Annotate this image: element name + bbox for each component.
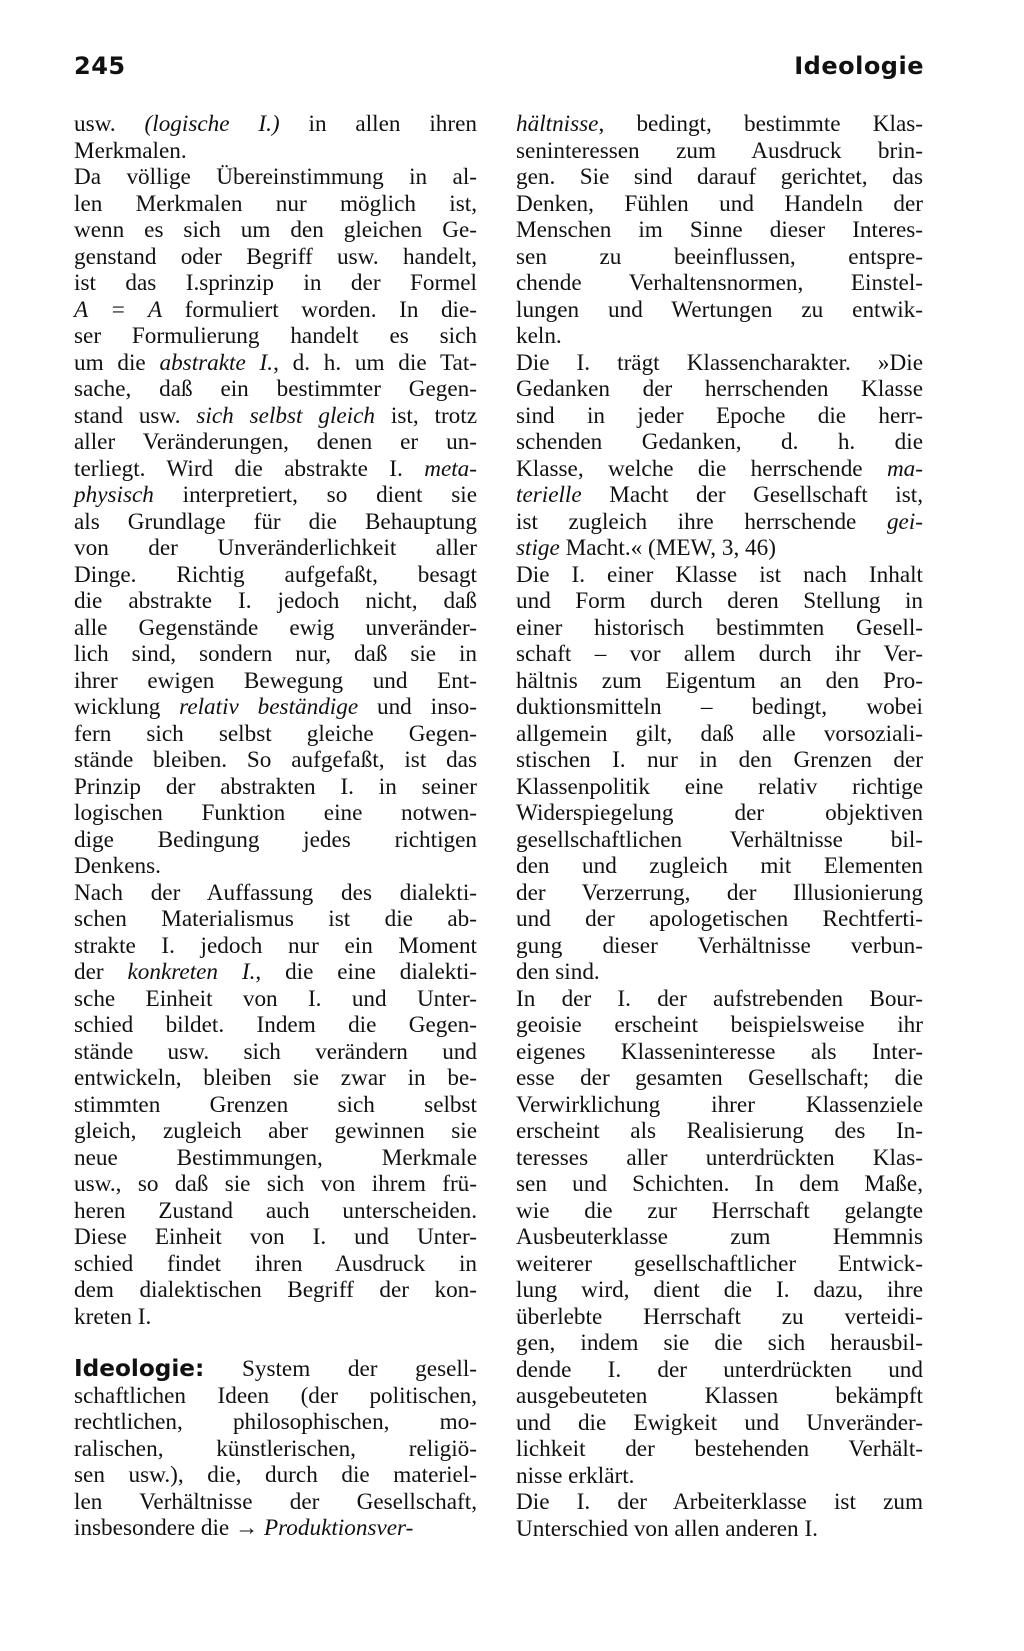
italic-term: relativ beständige bbox=[179, 694, 359, 720]
text-line bbox=[516, 959, 923, 986]
text-line bbox=[516, 350, 923, 377]
text-line bbox=[74, 1356, 477, 1383]
text-run: die abstrakte I. jedoch nicht, daß bbox=[74, 588, 477, 614]
text-line bbox=[74, 1198, 477, 1225]
text-run: formuliert worden. In die- bbox=[162, 296, 477, 323]
text-line bbox=[516, 1383, 923, 1410]
text-run: stimmten Grenzen sich selbst bbox=[74, 1091, 477, 1118]
text-run: rechtlichen, philosophischen, mo- bbox=[74, 1409, 477, 1435]
text-line bbox=[74, 694, 477, 721]
text-run: weiterer gesellschaftlicher Entwick- bbox=[516, 1250, 923, 1277]
text-line bbox=[74, 297, 477, 324]
text-line bbox=[74, 429, 477, 456]
text-run: Klasse, welche die herrschende bbox=[516, 455, 887, 482]
text-run: sache, daß ein bestimmter Gegen- bbox=[74, 376, 477, 402]
text-run: und inso- bbox=[358, 694, 477, 720]
text-line bbox=[516, 1277, 923, 1304]
text-line bbox=[74, 1039, 477, 1066]
text-run: und die Ewigkeit und Unveränder- bbox=[516, 1409, 923, 1436]
text-run: sen usw.), die, durch die materiel- bbox=[74, 1462, 477, 1488]
text-run: überlebte Herrschaft zu verteidi- bbox=[516, 1303, 923, 1330]
italic-term: konkreten I. bbox=[127, 959, 256, 985]
text-run: neue Bestimmungen, Merkmale bbox=[74, 1144, 477, 1171]
text-line bbox=[74, 535, 477, 562]
text-run: Dinge. Richtig aufgefaßt, besagt bbox=[74, 561, 477, 588]
text-line bbox=[516, 1171, 923, 1198]
text-line bbox=[74, 959, 477, 986]
text-run: gesellschaftlichen Verhältnisse bil- bbox=[516, 826, 923, 853]
text-line bbox=[516, 1012, 923, 1039]
text-line bbox=[516, 1516, 923, 1543]
text-line bbox=[74, 880, 477, 907]
text-line bbox=[516, 1463, 923, 1490]
text-run: usw., so daß sie sich von ihrem frü- bbox=[74, 1171, 477, 1197]
text-run: keln. bbox=[516, 323, 562, 349]
text-run: seninteressen zum Ausdruck brin- bbox=[516, 137, 923, 164]
text-line bbox=[74, 1251, 477, 1278]
text-run: Macht der Gesellschaft ist, bbox=[581, 482, 923, 508]
text-line bbox=[74, 1489, 477, 1516]
text-run: ist zugleich ihre herrschende bbox=[516, 508, 887, 535]
text-line bbox=[516, 641, 923, 668]
text-line bbox=[516, 1039, 923, 1066]
text-run: gung dieser Verhältnisse verbun- bbox=[516, 932, 923, 959]
text-run: lungen und Wertungen zu entwik- bbox=[516, 296, 923, 323]
text-line bbox=[74, 1012, 477, 1039]
text-line bbox=[74, 509, 477, 536]
text-run: Ausbeuterklasse zum Hemmnis bbox=[516, 1224, 923, 1250]
text-run: System der gesell- bbox=[204, 1356, 477, 1382]
text-run: stände usw. sich verändern und bbox=[74, 1038, 477, 1065]
text-run: ausgebeuteten Klassen bekämpft bbox=[516, 1383, 923, 1409]
italic-term: ma- bbox=[886, 455, 923, 482]
text-run: wenn es sich um den gleichen Ge- bbox=[74, 217, 477, 243]
text-run: wicklung bbox=[74, 694, 180, 720]
text-run: den sind. bbox=[516, 959, 600, 985]
text-run: kreten I. bbox=[74, 1303, 152, 1330]
text-line bbox=[516, 429, 923, 456]
text-line bbox=[74, 1383, 477, 1410]
text-run: entwickeln, bleiben sie zwar in be- bbox=[74, 1065, 477, 1091]
text-run: ser Formulierung handelt es sich bbox=[74, 323, 477, 349]
text-run: Gedanken der herrschenden Klasse bbox=[516, 376, 923, 402]
text-line bbox=[74, 562, 477, 589]
text-line bbox=[516, 562, 923, 589]
text-line bbox=[516, 906, 923, 933]
text-line bbox=[516, 588, 923, 615]
text-line bbox=[516, 880, 923, 907]
text-line bbox=[74, 641, 477, 668]
text-run: ihrer ewigen Bewegung und Ent- bbox=[74, 667, 477, 694]
text-run: genstand oder Begriff usw. handelt, bbox=[74, 243, 477, 270]
text-run: in allen ihren bbox=[279, 111, 477, 137]
text-line bbox=[516, 191, 923, 218]
right-text-column bbox=[516, 111, 923, 1542]
entry-headword: Ideologie: bbox=[74, 1355, 205, 1382]
italic-term: terielle bbox=[516, 482, 582, 508]
text-line bbox=[516, 1357, 923, 1384]
text-line bbox=[74, 1277, 477, 1304]
text-run: sind in jeder Epoche die herr- bbox=[516, 402, 923, 429]
text-line bbox=[74, 350, 477, 377]
text-run: , bedingt, bestimmte Klas- bbox=[598, 111, 923, 137]
text-line bbox=[74, 800, 477, 827]
text-run: len Merkmalen nur möglich ist, bbox=[74, 190, 477, 217]
text-run: Die I. der Arbeiterklasse ist zum bbox=[516, 1489, 923, 1515]
text-line bbox=[516, 217, 923, 244]
text-run: sen und Schichten. In dem Maße, bbox=[516, 1171, 923, 1197]
text-line bbox=[516, 323, 923, 350]
text-line bbox=[516, 456, 923, 483]
text-run: sen zu beeinflussen, entspre- bbox=[516, 243, 923, 270]
text-run: dem dialektischen Begriff der kon- bbox=[74, 1277, 477, 1303]
text-line bbox=[516, 1065, 923, 1092]
text-run: fern sich selbst gleiche Gegen- bbox=[74, 720, 477, 747]
text-line bbox=[516, 1145, 923, 1172]
italic-term: hältnisse bbox=[516, 111, 599, 137]
text-run: schied bildet. Indem die Gegen- bbox=[74, 1012, 477, 1038]
text-line bbox=[516, 933, 923, 960]
text-line bbox=[516, 535, 923, 562]
italic-term: (logische I.) bbox=[144, 111, 280, 137]
text-run: logischen Funktion eine notwen- bbox=[74, 800, 477, 826]
text-line bbox=[74, 1118, 477, 1145]
text-line bbox=[74, 456, 477, 483]
text-line bbox=[74, 244, 477, 271]
text-line bbox=[516, 376, 923, 403]
text-run: und Form durch deren Stellung in bbox=[516, 588, 923, 614]
text-line bbox=[516, 1304, 923, 1331]
text-line bbox=[516, 1436, 923, 1463]
text-line bbox=[74, 1145, 477, 1172]
text-run: duktionsmitteln – bedingt, wobei bbox=[516, 694, 923, 720]
text-run: strakte I. jedoch nur ein Moment bbox=[74, 932, 477, 959]
text-line bbox=[74, 906, 477, 933]
text-line bbox=[516, 1224, 923, 1251]
text-run: schaftlichen Ideen (der politischen, bbox=[74, 1382, 477, 1409]
text-line bbox=[74, 668, 477, 695]
text-run: Denkens. bbox=[74, 853, 161, 879]
text-line bbox=[74, 933, 477, 960]
text-line bbox=[74, 747, 477, 774]
text-line bbox=[516, 1092, 923, 1119]
text-line bbox=[74, 138, 477, 165]
text-line bbox=[74, 774, 477, 801]
text-run: esse der gesamten Gesellschaft; die bbox=[516, 1065, 923, 1091]
text-run: um die bbox=[74, 349, 160, 376]
text-run: Da völlige Übereinstimmung in al- bbox=[74, 164, 477, 190]
text-run: In der I. der aufstrebenden Bour- bbox=[516, 985, 923, 1012]
text-run: Diese Einheit von I. und Unter- bbox=[74, 1224, 477, 1250]
text-line bbox=[516, 1251, 923, 1278]
left-text-column bbox=[74, 111, 477, 1542]
italic-term: meta- bbox=[424, 455, 477, 482]
text-run: Widerspiegelung der objektiven bbox=[516, 800, 923, 826]
text-run: schenden Gedanken, d. h. die bbox=[516, 429, 923, 455]
text-line bbox=[74, 1065, 477, 1092]
text-line bbox=[516, 774, 923, 801]
text-line bbox=[516, 1330, 923, 1357]
text-line bbox=[516, 615, 923, 642]
text-run: stischen I. nur in den Grenzen der bbox=[516, 747, 923, 773]
text-run: heren Zustand auch unterscheiden. bbox=[74, 1197, 477, 1224]
text-line bbox=[74, 1462, 477, 1489]
text-line bbox=[516, 403, 923, 430]
italic-term: stige bbox=[516, 535, 560, 561]
page-number: 245 bbox=[74, 52, 126, 80]
text-line bbox=[74, 376, 477, 403]
italic-term: Produktionsver- bbox=[263, 1515, 414, 1541]
text-run: Die I. trägt Klassencharakter. »Die bbox=[516, 349, 923, 376]
text-line bbox=[516, 827, 923, 854]
paragraph-gap bbox=[74, 1330, 477, 1356]
text-run: usw. bbox=[74, 111, 145, 137]
text-run: Macht.« (MEW, 3, 46) bbox=[559, 535, 776, 561]
text-line bbox=[516, 986, 923, 1013]
text-run: der bbox=[74, 959, 128, 985]
text-line bbox=[74, 1304, 477, 1331]
text-run: als Grundlage für die Behauptung bbox=[74, 508, 477, 535]
text-line bbox=[516, 1410, 923, 1437]
text-line bbox=[74, 323, 477, 350]
text-run: lichkeit der bestehenden Verhält- bbox=[516, 1436, 923, 1462]
text-line bbox=[516, 721, 923, 748]
text-line bbox=[74, 270, 477, 297]
text-run: hältnis zum Eigentum an den Pro- bbox=[516, 667, 923, 694]
text-run: nisse erklärt. bbox=[516, 1462, 635, 1489]
text-run: stand usw. bbox=[74, 402, 197, 429]
text-line bbox=[74, 853, 477, 880]
text-run: interpretiert, so dient sie bbox=[153, 482, 477, 508]
text-line bbox=[74, 1515, 477, 1542]
text-line bbox=[516, 747, 923, 774]
text-run: Denken, Fühlen und Handeln der bbox=[516, 190, 923, 217]
text-line bbox=[74, 588, 477, 615]
text-line bbox=[516, 668, 923, 695]
text-line bbox=[74, 986, 477, 1013]
text-line bbox=[74, 217, 477, 244]
text-line bbox=[516, 800, 923, 827]
text-run: erscheint als Realisierung des In- bbox=[516, 1118, 923, 1144]
text-line bbox=[74, 1171, 477, 1198]
text-run: ist, trotz bbox=[375, 402, 477, 429]
italic-term: A = A bbox=[74, 296, 163, 323]
text-run: Nach der Auffassung des dialekti- bbox=[74, 879, 477, 906]
italic-term: physisch bbox=[74, 482, 154, 508]
text-run: alle Gegenstände ewig unveränder- bbox=[74, 614, 477, 641]
text-run: eigenes Klasseninteresse als Inter- bbox=[516, 1038, 923, 1065]
text-line bbox=[516, 164, 923, 191]
text-run: sche Einheit von I. und Unter- bbox=[74, 985, 477, 1012]
text-line bbox=[516, 1489, 923, 1516]
text-run: schen Materialismus ist die ab- bbox=[74, 906, 477, 932]
text-line bbox=[74, 1224, 477, 1251]
text-run: Merkmalen. bbox=[74, 137, 187, 164]
text-run: der Verzerrung, der Illusionierung bbox=[516, 879, 923, 906]
text-run: terliegt. Wird die abstrakte I. bbox=[74, 455, 425, 482]
text-run: len Verhältnisse der Gesellschaft, bbox=[74, 1488, 477, 1515]
text-line bbox=[516, 694, 923, 721]
text-line bbox=[516, 1118, 923, 1145]
text-run: ist das I.sprinzip in der Formel bbox=[74, 270, 477, 296]
text-line bbox=[516, 270, 923, 297]
text-run: insbesondere die → bbox=[74, 1515, 264, 1541]
text-run: Unterschied von allen anderen I. bbox=[516, 1515, 818, 1542]
text-run: Menschen im Sinne dieser Interes- bbox=[516, 217, 923, 243]
text-run: Die I. einer Klasse ist nach Inhalt bbox=[516, 561, 923, 588]
text-run: gleich, zugleich aber gewinnen sie bbox=[74, 1118, 477, 1144]
text-run: Verwirklichung ihrer Klassenziele bbox=[516, 1091, 923, 1118]
text-run: dende I. der unterdrückten und bbox=[516, 1356, 923, 1383]
text-line bbox=[74, 1409, 477, 1436]
text-run: schied findet ihren Ausdruck in bbox=[74, 1250, 477, 1277]
text-run: gen, indem sie die sich herausbil- bbox=[516, 1330, 923, 1356]
text-line bbox=[74, 191, 477, 218]
text-run: Prinzip der abstrakten I. in seiner bbox=[74, 773, 477, 800]
italic-term: abstrakte I. bbox=[159, 349, 274, 376]
text-line bbox=[74, 164, 477, 191]
text-run: wie die zur Herrschaft gelangte bbox=[516, 1197, 923, 1224]
text-run: chende Verhaltensnormen, Einstel- bbox=[516, 270, 923, 296]
text-run: teresses aller unterdrückten Klas- bbox=[516, 1144, 923, 1171]
text-run: und der apologetischen Rechtferti- bbox=[516, 906, 923, 932]
running-title: Ideologie bbox=[794, 52, 924, 80]
text-run: ralischen, künstlerischen, religiö- bbox=[74, 1435, 477, 1462]
text-run: den und zugleich mit Elementen bbox=[516, 853, 923, 879]
text-line bbox=[516, 297, 923, 324]
text-line bbox=[516, 853, 923, 880]
text-line bbox=[516, 482, 923, 509]
text-run: gen. Sie sind darauf gerichtet, das bbox=[516, 164, 923, 190]
text-run: lung wird, dient die I. dazu, ihre bbox=[516, 1277, 923, 1303]
text-line bbox=[74, 1436, 477, 1463]
italic-term: gei- bbox=[886, 508, 923, 535]
text-line bbox=[74, 1092, 477, 1119]
text-run: , d. h. um die Tat- bbox=[273, 349, 477, 376]
text-run: geoisie erscheint beispielsweise ihr bbox=[516, 1012, 923, 1038]
text-run: von der Unveränderlichkeit aller bbox=[74, 535, 477, 561]
text-run: lich sind, sondern nur, daß sie in bbox=[74, 641, 477, 667]
text-line bbox=[516, 1198, 923, 1225]
text-run: dige Bedingung jedes richtigen bbox=[74, 826, 477, 853]
text-line bbox=[516, 138, 923, 165]
text-line bbox=[516, 509, 923, 536]
text-run: , die eine dialekti- bbox=[255, 959, 477, 985]
text-line bbox=[516, 244, 923, 271]
text-line bbox=[74, 721, 477, 748]
text-line bbox=[74, 615, 477, 642]
text-run: Klassenpolitik eine relativ richtige bbox=[516, 773, 923, 800]
text-line bbox=[74, 482, 477, 509]
text-run: einer historisch bestimmten Gesell- bbox=[516, 614, 923, 641]
text-run: stände bleiben. So aufgefaßt, ist das bbox=[74, 747, 477, 773]
text-run: schaft – vor allem durch ihr Ver- bbox=[516, 641, 923, 667]
text-run: allgemein gilt, daß alle vorsoziali- bbox=[516, 720, 923, 747]
text-line bbox=[74, 827, 477, 854]
text-line bbox=[516, 111, 923, 138]
text-line bbox=[74, 403, 477, 430]
text-run: aller Veränderungen, denen er un- bbox=[74, 429, 477, 455]
italic-term: sich selbst gleich bbox=[196, 402, 376, 429]
text-line bbox=[74, 111, 477, 138]
